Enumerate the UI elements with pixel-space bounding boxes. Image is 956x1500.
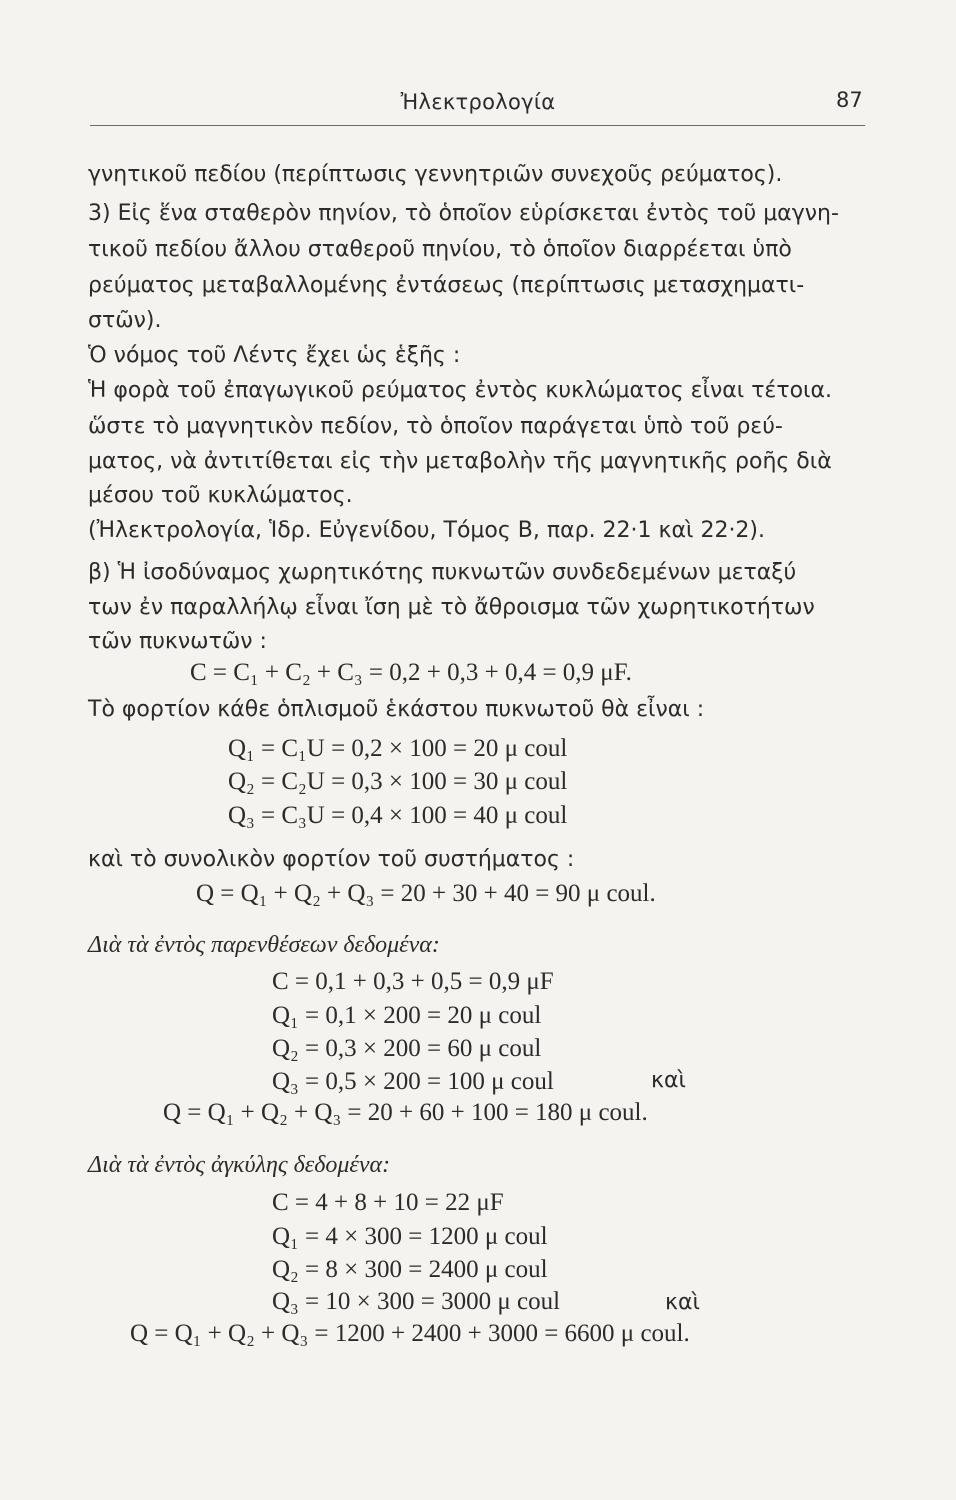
text-line: Ὁ νόμος τοῦ Λέντς ἔχει ὡς ἑξῆς : [88, 343, 461, 368]
case-equation: C = 4 + 8 + 10 = 22 μF [272, 1189, 504, 1216]
text-line: (Ἠλεκτρολογία, Ἱδρ. Εὐγενίδου, Τόμος Β, παρ. 22·1 καὶ 22·2). [88, 518, 766, 543]
case-equation: Q₂ = 0,3 × 200 = 60 μ coul [272, 1035, 542, 1062]
case-total-equation: Q = Q₁ + Q₂ + Q₃ = 1200 + 2400 + 3000 = 6600 μ coul. [130, 1320, 690, 1347]
case-total-equation: Q = Q₁ + Q₂ + Q₃ = 20 + 60 + 100 = 180 μ coul. [163, 1099, 648, 1126]
text-line: ματος, νὰ ἀντιτίθεται εἰς τὴν μεταβολὴν τῆς μαγνητικῆς ροῆς διὰ [88, 449, 832, 474]
page-number: 87 [836, 88, 863, 112]
text-line: γνητικοῦ πεδίου (περίπτωσις γεννητριῶν συνεχοῦς ρεύματος). [88, 162, 783, 187]
running-header: Ἠλεκτρολογία [400, 90, 556, 114]
case-heading: Διὰ τὰ ἐντὸς παρενθέσεων δεδομένα: [88, 932, 440, 958]
case-equation: Q₁ = 4 × 300 = 1200 μ coul [272, 1223, 548, 1250]
text-line: μέσου τοῦ κυκλώματος. [88, 483, 353, 508]
charge-equation: Q₂ = C₂U = 0,3 × 100 = 30 μ coul [228, 768, 568, 795]
header-rule [90, 125, 865, 126]
text-line: στῶν). [88, 308, 162, 333]
text-line: Τὸ φορτίον κάθε ὁπλισμοῦ ἑκάστου πυκνωτοῦ θὰ εἶναι : [88, 697, 705, 722]
text-line: τικοῦ πεδίου ἄλλου σταθεροῦ πηνίου, τὸ ὁποῖον διαρρέεται ὑπὸ [88, 237, 792, 262]
conjunction: καὶ [665, 1290, 700, 1315]
system-total-equation: Q = Q₁ + Q₂ + Q₃ = 20 + 30 + 40 = 90 μ coul. [196, 880, 656, 907]
text-line: τῶν πυκνωτῶν : [88, 629, 267, 654]
text-line: των ἐν παραλλήλῳ εἶναι ἴση μὲ τὸ ἄθροισμα τῶν χωρητικοτήτων [88, 595, 815, 620]
case-equation: Q₁ = 0,1 × 200 = 20 μ coul [272, 1002, 542, 1029]
text-line: Ἡ φορὰ τοῦ ἐπαγωγικοῦ ρεύματος ἐντὸς κυκλώματος εἶναι τέτοια. [88, 378, 832, 403]
case-equation: Q₃ = 10 × 300 = 3000 μ coul [272, 1288, 561, 1315]
case-heading: Διὰ τὰ ἐντὸς ἀγκύλης δεδομένα: [88, 1152, 391, 1178]
text-line: ρεύματος μεταβαλλομένης ἐντάσεως (περίπτωσις μετασχηματι- [88, 273, 805, 298]
text-line: καὶ τὸ συνολικὸν φορτίον τοῦ συστήματος : [88, 847, 575, 872]
case-equation: Q₃ = 0,5 × 200 = 100 μ coul [272, 1068, 554, 1095]
conjunction: καὶ [651, 1068, 686, 1093]
charge-equation: Q₁ = C₁U = 0,2 × 100 = 20 μ coul [228, 735, 568, 762]
text-line: 3) Εἰς ἕνα σταθερὸν πηνίον, τὸ ὁποῖον εὑρίσκεται ἐντὸς τοῦ μαγνη- [88, 201, 839, 226]
charge-equation: Q₃ = C₃U = 0,4 × 100 = 40 μ coul [228, 802, 568, 829]
case-equation: C = 0,1 + 0,3 + 0,5 = 0,9 μF [272, 968, 554, 995]
text-line: β) Ἡ ἰσοδύναμος χωρητικότης πυκνωτῶν συνδεδεμένων μεταξύ [88, 560, 797, 585]
case-equation: Q₂ = 8 × 300 = 2400 μ coul [272, 1256, 548, 1283]
text-line: ὥστε τὸ μαγνητικὸν πεδίον, τὸ ὁποῖον παράγεται ὑπὸ τοῦ ρεύ- [88, 414, 783, 439]
equation-total-capacitance: C = C₁ + C₂ + C₃ = 0,2 + 0,3 + 0,4 = 0,9 μF. [190, 659, 632, 686]
